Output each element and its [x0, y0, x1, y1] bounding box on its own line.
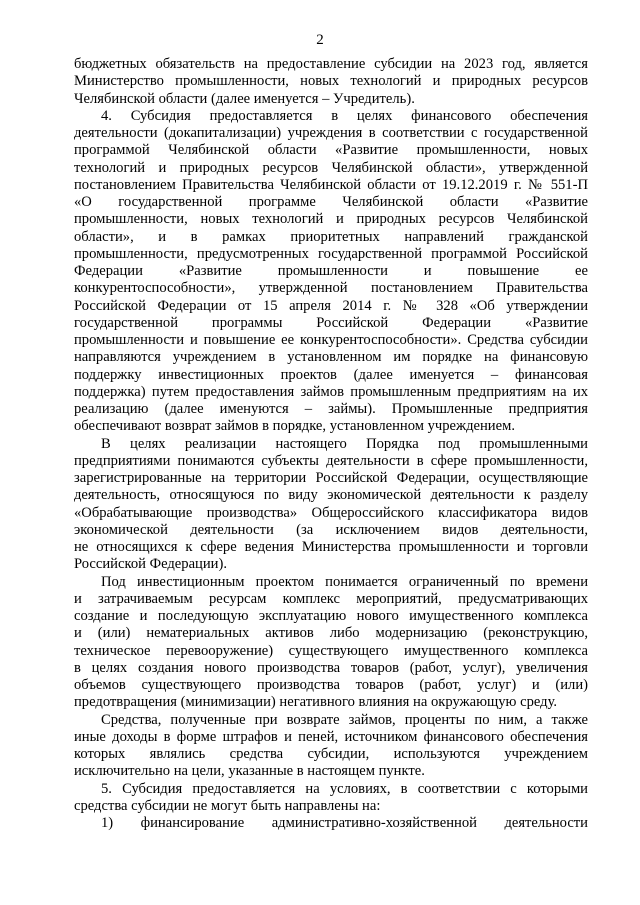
- text-line: зарегистрированные на территории Российской Федерации, осуществляющие: [74, 470, 588, 486]
- text-line: средства субсидии не могут быть направлены на:: [74, 797, 381, 814]
- text-line: экономической деятельности (за исключением видов деятельности,: [74, 521, 588, 538]
- text-line: направляются учреждением в установленном им порядке на финансовую: [74, 349, 588, 366]
- text-line: Челябинской области (далее именуется – Учредитель).: [74, 90, 415, 107]
- text-line: промышленности и повышение ее конкурентоспособности». Средства субсидии: [74, 332, 588, 348]
- text-line: деятельности (докапитализации) учреждения в соответствии с государственной: [74, 125, 588, 141]
- text-line: промышленности, новых технологий и природных ресурсов Челябинской: [74, 211, 588, 228]
- text-line: реализацию (далее именуются – займы). Промышленные предприятия: [74, 401, 588, 417]
- text-line: Средства, полученные при возврате займов, проценты по ним, а также: [101, 711, 588, 728]
- text-line: объемов существующего производства товаров (работ, услуг) и (или): [74, 677, 588, 693]
- text-line: поддержку инвестиционных проектов (далее именуется – финансовая: [74, 366, 588, 383]
- text-line: «О государственной программе Челябинской области «Развитие: [74, 194, 588, 210]
- text-line: создание и последующую эксплуатацию нового имущественного комплекса: [74, 608, 588, 624]
- text-line: предотвращения (минимизации) негативного влияния на окружающую среду.: [74, 694, 558, 711]
- text-line: Российской Федерации).: [74, 556, 227, 573]
- text-line: 4. Субсидия предоставляется в целях финансового обеспечения: [101, 107, 588, 124]
- text-line: поддержка) путем предоставления займов промышленным предприятиям на их: [74, 383, 588, 400]
- text-line: и затрачиваемым ресурсам комплекс мероприятий, предусматривающих: [74, 590, 588, 607]
- text-line: В целях реализации настоящего Порядка под промышленными: [101, 435, 588, 452]
- text-line: Под инвестиционным проектом понимается ограниченный по времени: [101, 573, 588, 590]
- text-line: технологий и природных ресурсов Челябинской области», утвержденной: [74, 159, 588, 176]
- text-line: государственной программы Российской Федерации «Развитие: [74, 314, 588, 331]
- text-line: предприятиями понимаются субъекты деятельности в сфере промышленности,: [74, 452, 588, 469]
- text-line: Министерство промышленности, новых технологий и природных ресурсов: [74, 73, 588, 90]
- text-line: конкурентоспособности», утвержденной постановлением Правительства: [74, 280, 588, 297]
- text-line: исключительно на цели, указанные в настоящем пункте.: [74, 763, 425, 780]
- text-line: деятельность, относящуюся по виду экономической деятельности к разделу: [74, 487, 588, 504]
- text-line: и (или) нематериальных активов либо модернизацию (реконструкцию,: [74, 625, 588, 642]
- text-line: постановлением Правительства Челябинской области от 19.12.2019 г. № 551-П: [74, 176, 588, 193]
- text-line: которых являлись средства субсидии, используются учреждением: [74, 746, 588, 762]
- text-line: иные доходы в форме штрафов и пеней, источником финансового обеспечения: [74, 728, 588, 745]
- text-line: 5. Субсидия предоставляется на условиях, в соответствии с которыми: [101, 780, 588, 797]
- text-line: Российской Федерации от 15 апреля 2014 г. № 328 «Об утверждении: [74, 297, 588, 314]
- text-line: «Обрабатывающие производства» Общероссийского классификатора видов: [74, 504, 588, 521]
- text-line: промышленности, предусмотренных государственной программой Российской: [74, 245, 588, 262]
- text-line: обеспечивают возврат займов в порядке, установленном учреждением.: [74, 418, 515, 435]
- text-line: 1) финансирование административно-хозяйственной деятельности: [101, 815, 588, 831]
- text-line: области», и в рамках приоритетных направлений гражданской: [74, 228, 588, 245]
- text-line: не относящихся к сфере ведения Министерства промышленности и торговли: [74, 539, 588, 555]
- text-line: техническое перевооружение) существующего имущественного комплекса: [74, 642, 588, 659]
- page-number: 2: [316, 32, 324, 48]
- document-body: [74, 56, 588, 832]
- text-line: в целях создания нового производства товаров (работ, услуг), увеличения: [74, 659, 588, 676]
- text-line: программой Челябинской области «Развитие промышленности, новых: [74, 142, 588, 159]
- text-line: бюджетных обязательств на предоставление субсидии на 2023 год, является: [74, 56, 588, 72]
- text-line: Федерации «Развитие промышленности и повышение ее: [74, 263, 588, 279]
